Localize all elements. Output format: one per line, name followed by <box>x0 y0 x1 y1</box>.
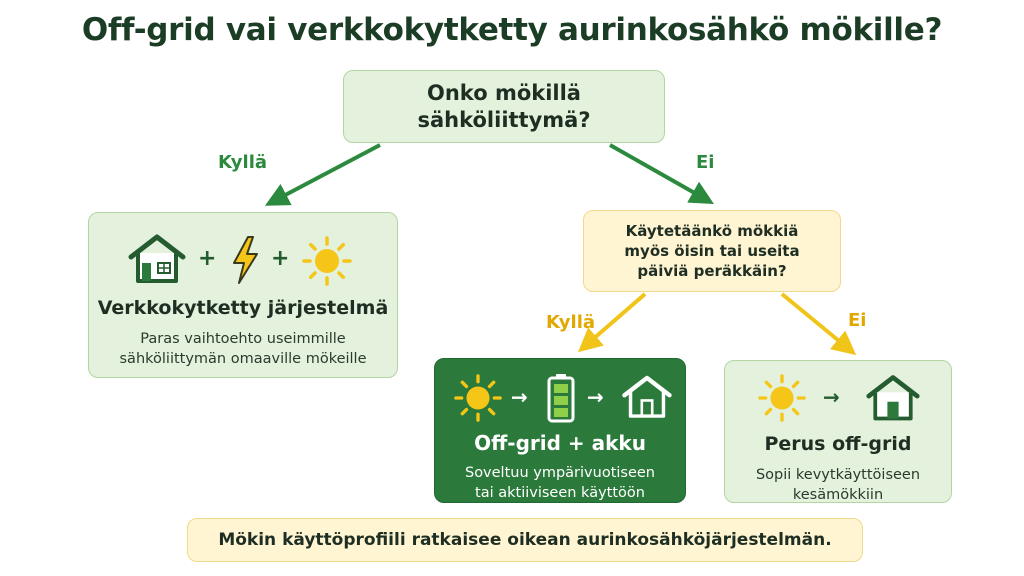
sun-icon <box>301 235 353 287</box>
basic-offgrid-desc-line-2: kesämökkiin <box>792 487 884 503</box>
lightning-icon <box>230 235 260 285</box>
arrow-operator-3: → <box>823 385 840 409</box>
summary-text: Mökin käyttöprofiili ratkaisee oikean aurinkosähköjärjestelmän. <box>218 530 832 550</box>
basic-offgrid-desc-line-1: Sopii kevytkäyttöiseen <box>755 467 921 483</box>
basic-offgrid-description <box>725 465 951 505</box>
question-2-line-3: päiviä peräkkäin? <box>637 262 787 280</box>
battery-icon <box>547 373 575 423</box>
branch-label-yes-2: Kyllä <box>546 312 596 333</box>
arrow-no-to-q2 <box>610 145 707 200</box>
question-1-line-1: Onko mökillä <box>427 80 581 105</box>
offgrid-battery-desc-line-1: Soveltuu ympärivuotiseen <box>464 465 655 481</box>
house-icon <box>621 373 673 421</box>
page-title: Off-grid vai verkkokytketty aurinkosähkö mökille? <box>81 12 943 48</box>
arrow-operator-1: → <box>511 385 528 409</box>
branch-label-no: Ei <box>696 152 715 173</box>
sun-icon <box>453 373 503 423</box>
question-2-line-2: myös öisin tai useita <box>624 242 800 260</box>
grid-system-box <box>88 212 398 378</box>
house-icon <box>127 233 187 285</box>
offgrid-battery-heading: Off-grid + akku <box>474 431 646 455</box>
basic-offgrid-heading: Perus off-grid <box>764 433 912 455</box>
grid-system-heading: Verkkokytketty järjestelmä <box>97 297 389 319</box>
house-icon <box>865 373 921 423</box>
arrow-yes-to-grid <box>272 145 380 202</box>
arrow-no-to-basic-offgrid <box>782 294 850 350</box>
question-2-line-1: Käytetäänkö mökkiä <box>625 222 799 240</box>
offgrid-battery-desc-line-2: tai aktiiviseen käyttöön <box>475 485 645 501</box>
question-box-2 <box>583 210 841 292</box>
grid-system-desc-line-1: Paras vaihtoehto useimmille <box>140 331 346 347</box>
offgrid-battery-description <box>435 463 685 503</box>
sun-icon <box>757 373 807 423</box>
basic-offgrid-box <box>724 360 952 503</box>
grid-system-description <box>89 329 397 369</box>
branch-label-yes: Kyllä <box>218 152 268 173</box>
question-1-line-2: sähköliittymä? <box>417 107 591 132</box>
offgrid-battery-box <box>434 358 686 503</box>
arrow-operator-2: → <box>587 385 604 409</box>
summary-box <box>187 518 863 562</box>
plus-operator-2: + <box>271 246 290 271</box>
branch-label-no-2: Ei <box>848 310 867 331</box>
grid-system-desc-line-2: sähköliittymän omaaville mökeille <box>119 351 367 367</box>
plus-operator-1: + <box>198 246 217 271</box>
question-box-1 <box>343 70 665 143</box>
